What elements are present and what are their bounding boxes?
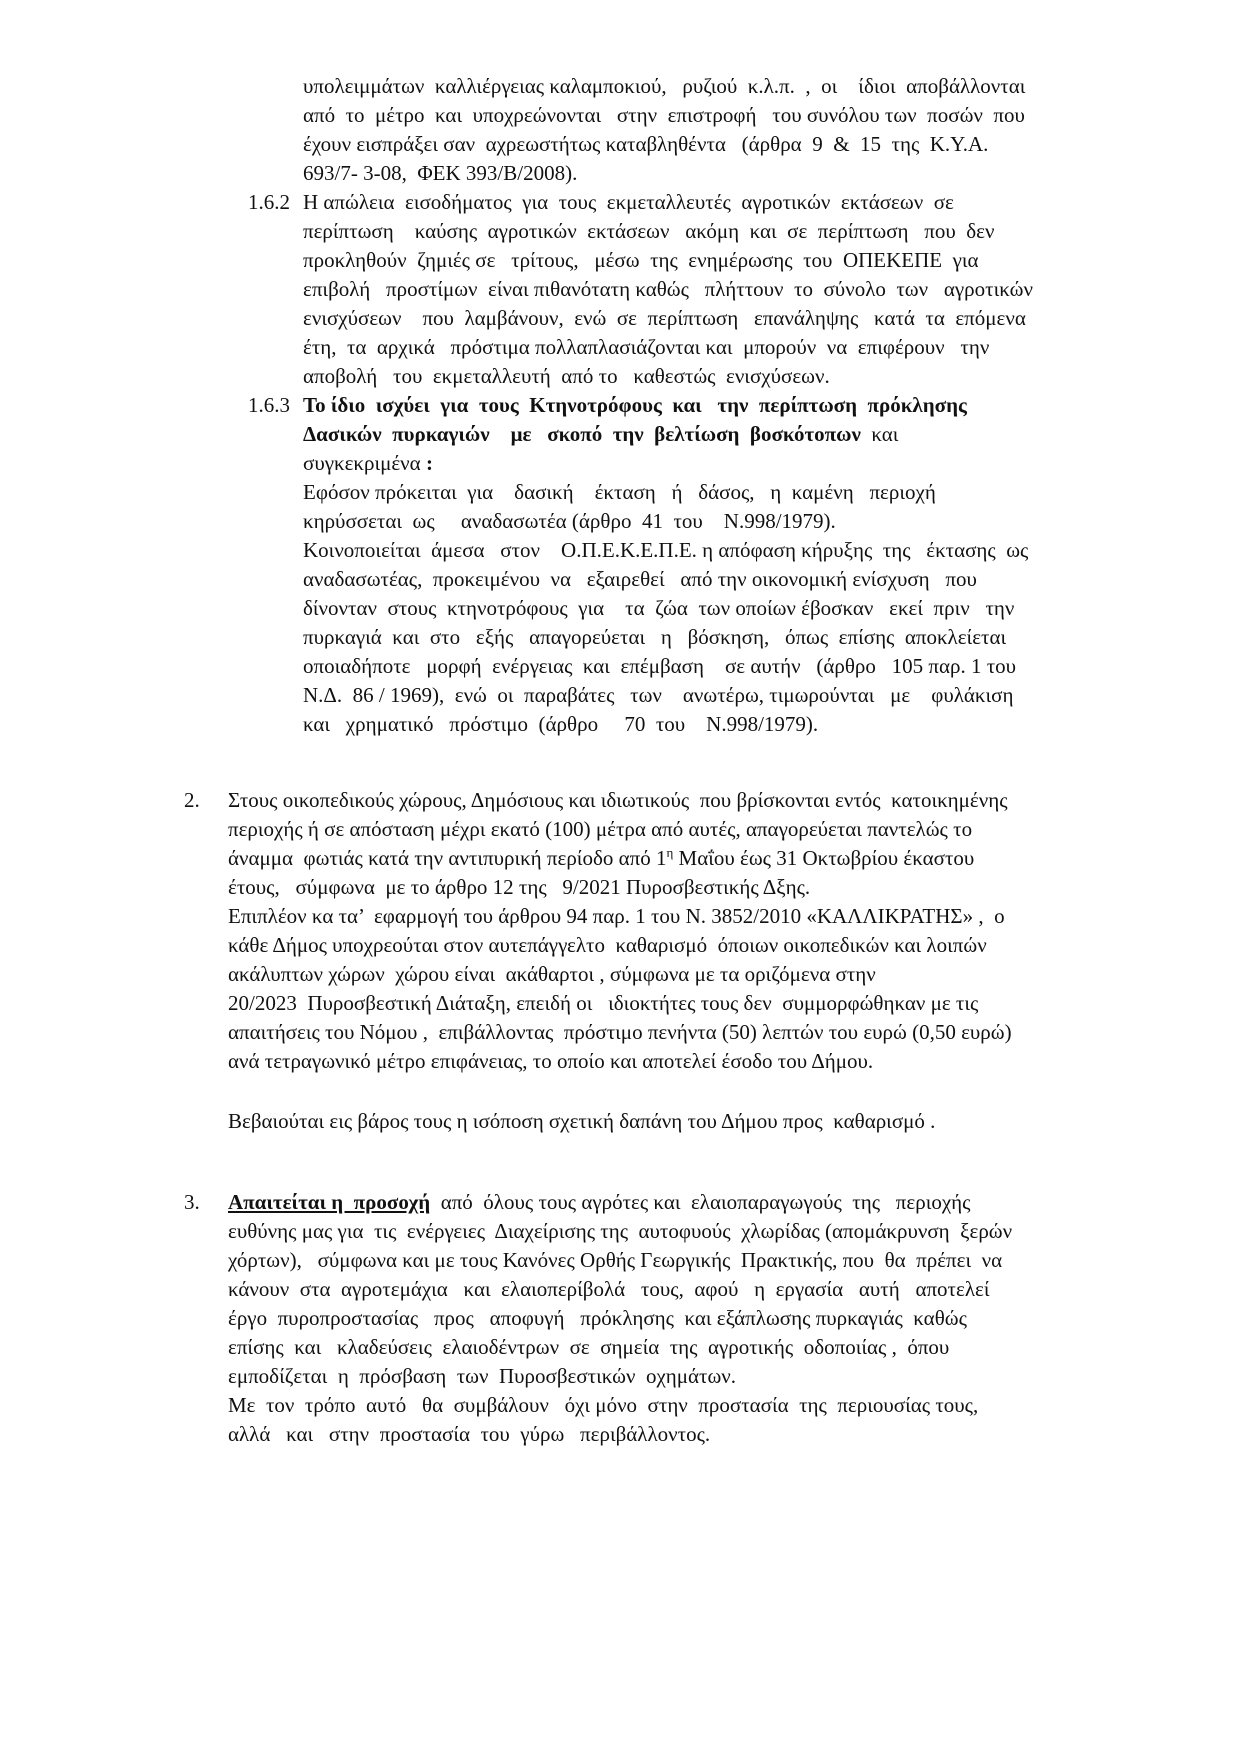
text-line: δίνονταν στους κτηνοτρόφους για τα ζώα των οποίων έβοσκαν εκεί πριν την: [303, 596, 1015, 620]
text-line: Κοινοποιείται άμεσα στον Ο.Π.Ε.Κ.Ε.Π.Ε. η απόφαση κήρυξης της έκτασης ως: [303, 538, 1029, 562]
text-line: Στους οικοπεδικούς χώρους, Δημόσιους και ιδιωτικούς που βρίσκονται εντός κατοικημένης: [228, 788, 1008, 812]
text-line: πυρκαγιά και στο εξής απαγορεύεται η βόσκηση, όπως επίσης αποκλείεται: [303, 625, 1007, 649]
text-line: Η απώλεια εισοδήματος για τους εκμεταλλευτές αγροτικών εκτάσεων σε: [303, 190, 954, 214]
text-fragment: άναμμα φωτιάς κατά την αντιπυρική περίοδο από 1: [228, 846, 667, 870]
text-fragment: Μαΐου έως 31 Οκτωβρίου έκαστου: [673, 846, 975, 870]
item-number: 3.: [184, 1190, 200, 1214]
text-line: επιβολή προστίμων είναι πιθανότατη καθώς πλήττουν το σύνολο των αγροτικών: [303, 277, 1033, 301]
continuation-paragraph: [303, 72, 1183, 188]
text-line: ενισχύσεων που λαμβάνουν, ενώ σε περίπτωση επανάληψης κατά τα επόμενα: [303, 306, 1026, 330]
superscript: η: [666, 845, 674, 860]
text-line: αποβολή του εκμεταλλευτή από το καθεστώς ενισχύσεων.: [303, 364, 830, 388]
text-line: [228, 844, 1184, 873]
section-number: 1.6.2: [248, 190, 290, 214]
text-line: αναδασωτέας, προκειμένου να εξαιρεθεί από την οικονομική ενίσχυση που: [303, 567, 977, 591]
bold-text: Το ίδιο ισχύει για τους Κτηνοτρόφους και την περίπτωση πρόκλησης: [303, 393, 967, 417]
text-line: ευθύνης μας για τις ενέργειες Διαχείρισης της αυτοφυούς χλωρίδας (απομάκρυνση ξερών: [228, 1219, 1013, 1243]
text-line: αλλά και στην προστασία του γύρω περιβάλλοντος.: [228, 1422, 711, 1446]
text-fragment: και: [860, 422, 899, 446]
underlined-bold-text: Απαιτείται η προσοχή: [228, 1190, 431, 1214]
text-line: χόρτων), σύμφωνα και με τους Κανόνες Ορθής Γεωργικής Πρακτικής, που θα πρέπει να: [228, 1248, 1003, 1272]
text-line: έχουν εισπράξει σαν αχρεωστήτως καταβληθέντα (άρθρα 9 & 15 της Κ.Υ.Α.: [303, 132, 989, 156]
bold-text: Δασικών πυρκαγιών με σκοπό την βελτίωση βοσκότοπων: [303, 422, 861, 446]
text-line: εμποδίζεται η πρόσβαση των Πυροσβεστικών οχημάτων.: [228, 1364, 737, 1388]
text-line: έτη, τα αρχικά πρόστιμα πολλαπλασιάζονται και μπορούν να επιφέρουν την: [303, 335, 990, 359]
text-line: 693/7- 3-08, ΦΕΚ 393/Β/2008).: [303, 161, 578, 185]
text-line: Ν.Δ. 86 / 1969), ενώ οι παραβάτες των ανωτέρω, τιμωρούνται με φυλάκιση: [303, 683, 1014, 707]
text-fragment: από όλους τους αγρότες και ελαιοπαραγωγούς της περιοχής: [430, 1190, 971, 1214]
text-line: [303, 420, 1183, 449]
section-1-6-3: [248, 391, 1183, 739]
text-fragment: συγκεκριμένα: [303, 451, 426, 475]
text-line: Επιπλέον κα τα’ εφαρμογή του άρθρου 94 παρ. 1 του Ν. 3852/2010 «ΚΑΛΛΙΚΡΑΤΗΣ» , ο: [228, 904, 1005, 928]
text-line: 20/2023 Πυροσβεστική Διάταξη, επειδή οι ιδιοκτήτες τους δεν συμμορφώθηκαν με τις: [228, 991, 979, 1015]
text-line: ακάλυπτων χώρων χώρου είναι ακάθαρτοι , σύμφωνα με τα οριζόμενα στην: [228, 962, 876, 986]
text-line: ανά τετραγωνικό μέτρο επιφάνειας, το οποίο και αποτελεί έσοδο του Δήμου.: [228, 1049, 874, 1073]
section-number: 1.6.3: [248, 393, 290, 417]
text-line: Με τον τρόπο αυτό θα συμβάλουν όχι μόνο στην προστασία της περιουσίας τους,: [228, 1393, 979, 1417]
bold-text: :: [425, 451, 433, 475]
text-line: έργο πυροπροστασίας προς αποφυγή πρόκλησης και εξάπλωσης πυρκαγιάς καθώς: [228, 1306, 967, 1330]
text-line: έτους, σύμφωνα με το άρθρο 12 της 9/2021 Πυροσβεστικής Δξης.: [228, 875, 811, 899]
text-line: κάθε Δήμος υποχρεούται στον αυτεπάγγελτο καθαρισμό όποιων οικοπεδικών και λοιπών: [228, 933, 987, 957]
text-line: από το μέτρο και υποχρεώνονται στην επιστροφή του συνόλου των ποσών που: [303, 103, 1025, 127]
text-line: Βεβαιούται εις βάρος τους η ισόποση σχετική δαπάνη του Δήμου προς καθαρισμό .: [228, 1109, 936, 1133]
text-line: προκληθούν ζημιές σε τρίτους, μέσω της ενημέρωσης του ΟΠΕΚΕΠΕ για: [303, 248, 979, 272]
text-line: κηρύσσεται ως αναδασωτέα (άρθρο 41 του Ν.998/1979).: [303, 509, 836, 533]
section-1-6-2: [248, 188, 1183, 391]
item-number: 2.: [184, 788, 200, 812]
text-line: οποιαδήποτε μορφή ενέργειας και επέμβαση σε αυτήν (άρθρο 105 παρ. 1 του: [303, 654, 1017, 678]
item-2: [184, 786, 1184, 1136]
text-line: περιοχής ή σε απόσταση μέχρι εκατό (100) μέτρα από αυτές, απαγορεύεται παντελώς το: [228, 817, 973, 841]
text-line: Εφόσον πρόκειται για δασική έκταση ή δάσος, η καμένη περιοχή: [303, 480, 936, 504]
text-line: απαιτήσεις του Νόμου , επιβάλλοντας πρόστιμο πενήντα (50) λεπτών του ευρώ (0,50 ευρώ): [228, 1020, 1012, 1044]
text-line: επίσης και κλαδεύσεις ελαιοδέντρων σε σημεία της αγροτικής οδοποιίας , όπου: [228, 1335, 950, 1359]
text-line: υπολειμμάτων καλλιέργειας καλαμποκιού, ρυζιού κ.λ.π. , οι ίδιοι αποβάλλονται: [303, 74, 1026, 98]
item-3: [184, 1188, 1184, 1449]
text-line: και χρηματικό πρόστιμο (άρθρο 70 του Ν.998/1979).: [303, 712, 819, 736]
text-line: κάνουν στα αγροτεμάχια και ελαιοπερίβολά τους, αφού η εργασία αυτή αποτελεί: [228, 1277, 990, 1301]
text-line: [228, 1188, 1184, 1217]
text-line: [303, 391, 1183, 420]
text-line: περίπτωση καύσης αγροτικών εκτάσεων ακόμη και σε περίπτωση που δεν: [303, 219, 995, 243]
text-line: [303, 449, 1183, 478]
